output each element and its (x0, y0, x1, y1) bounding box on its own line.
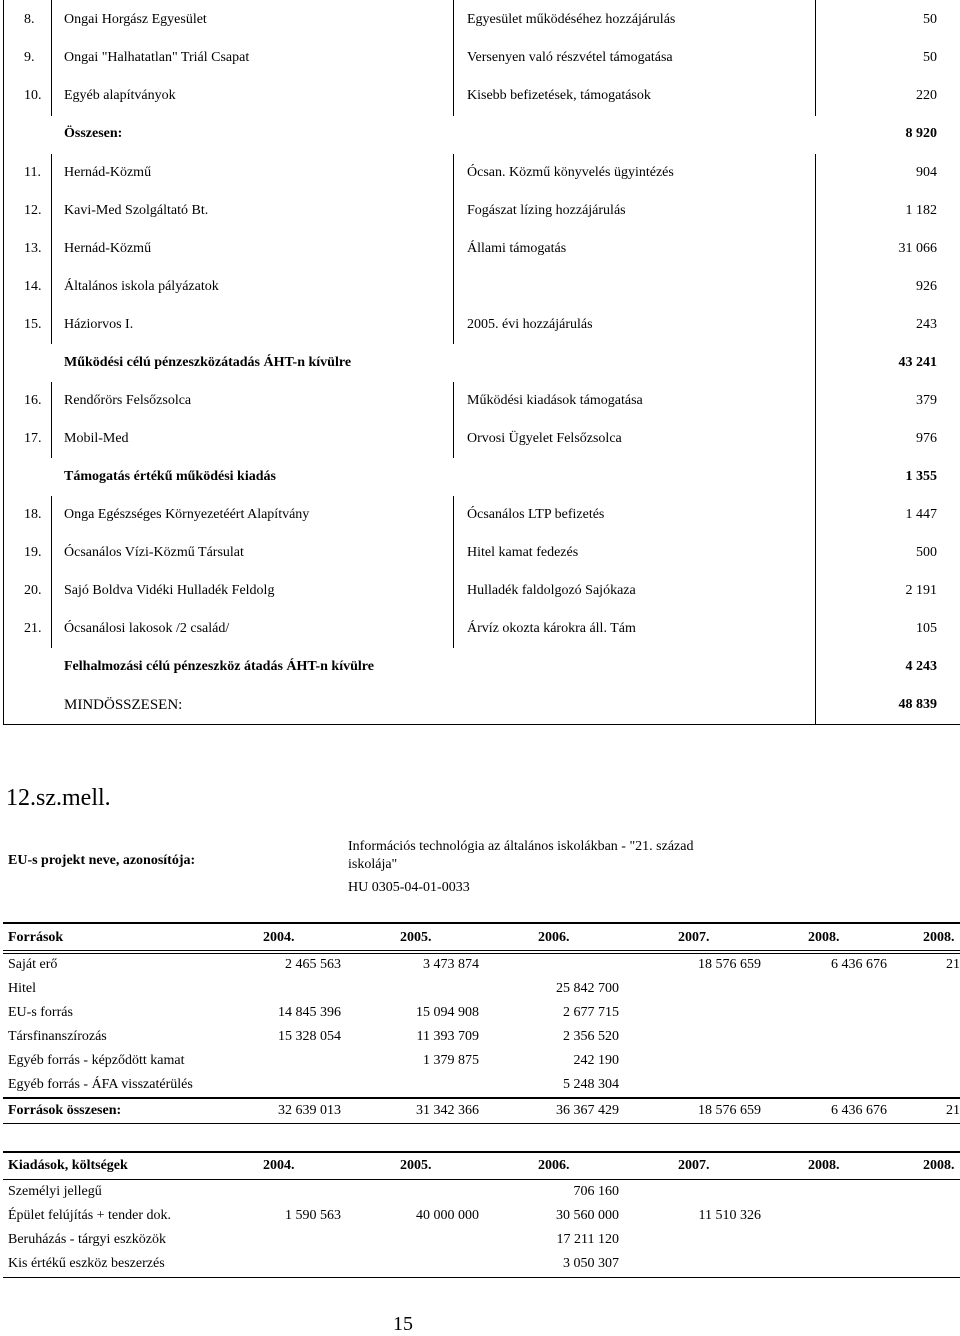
subtotal-amount: 1 355 (905, 469, 937, 484)
subtotal-row (4, 115, 960, 153)
year-header: 2008. (808, 1158, 840, 1173)
table-row (3, 977, 960, 1001)
table-row (4, 77, 960, 115)
row-number: 9. (24, 50, 35, 65)
table-row (4, 496, 960, 534)
project-name: Információs technológia az általános iskolákban - "21. század iskolája" (348, 839, 694, 872)
recipient-name: Hernád-Közmű (64, 165, 152, 180)
year-header: 2008. (808, 930, 840, 945)
support-purpose: 2005. évi hozzájárulás (467, 317, 593, 332)
total-value: 31 342 366 (416, 1103, 479, 1118)
table-row (4, 154, 960, 192)
recipient-name: Ócsanálos Vízi-Közmű Társulat (64, 545, 244, 560)
table-row (3, 953, 960, 977)
row-label: Egyéb forrás - ÁFA visszatérülés (8, 1077, 193, 1092)
year-header: 2007. (678, 930, 710, 945)
value-cell: 2 356 520 (563, 1029, 619, 1044)
table-row (4, 192, 960, 230)
table-row (4, 610, 960, 648)
value-cell: 18 576 659 (698, 957, 761, 972)
row-number: 16. (24, 393, 42, 408)
header-label: Kiadások, költségek (8, 1158, 128, 1173)
table-row (3, 1049, 960, 1073)
project-code: HU 0305-04-01-0033 (348, 880, 470, 895)
subtotal-label: Felhalmozási célú pénzeszköz átadás ÁHT-n kívülre (64, 659, 374, 674)
row-label: Saját erő (8, 957, 58, 972)
support-purpose: Orvosi Ügyelet Felsőzsolca (467, 431, 622, 446)
support-amount: 105 (916, 621, 937, 636)
support-purpose: Hitel kamat fedezés (467, 545, 579, 560)
recipient-name: Hernád-Közmű (64, 241, 152, 256)
support-amount: 1 447 (905, 507, 937, 522)
project-label: EU-s projekt neve, azonosítója: (8, 853, 196, 868)
row-number: 21. (24, 621, 42, 636)
value-cell: 21 (946, 957, 960, 972)
subtotal-amount: 43 241 (898, 355, 937, 370)
value-cell: 2 677 715 (563, 1005, 619, 1020)
recipient-name: Sajó Boldva Vidéki Hulladék Feldolg (64, 583, 275, 598)
total-value: 18 576 659 (698, 1103, 761, 1118)
support-purpose: Hulladék faldolgozó Sajókaza (467, 583, 636, 598)
table-row (4, 230, 960, 268)
subtotal-row (4, 344, 960, 382)
support-purpose: Fogászat lízing hozzájárulás (467, 203, 626, 218)
recipient-name: Ongai Horgász Egyesület (64, 12, 207, 27)
value-cell: 706 160 (573, 1184, 619, 1199)
subtotal-amount: 8 920 (905, 126, 937, 141)
header-label: Források (8, 930, 64, 945)
row-number: 12. (24, 203, 42, 218)
total-row (3, 1099, 960, 1123)
row-number: 15. (24, 317, 42, 332)
value-cell: 17 211 120 (556, 1232, 619, 1247)
table-row (3, 1073, 960, 1097)
row-number: 13. (24, 241, 42, 256)
divider (3, 922, 960, 924)
support-purpose: Ócsanálos LTP befizetés (467, 507, 605, 522)
value-cell: 11 510 326 (698, 1208, 761, 1223)
value-cell: 30 560 000 (556, 1208, 619, 1223)
table-row (3, 1204, 960, 1228)
value-cell: 2 465 563 (285, 957, 341, 972)
value-cell: 3 050 307 (563, 1256, 619, 1271)
row-label: Épület felújítás + tender dok. (8, 1208, 172, 1223)
table-row (3, 1180, 960, 1204)
value-cell: 242 190 (573, 1053, 619, 1068)
subtotal-label: Összesen: (64, 126, 123, 141)
divider (3, 1123, 960, 1124)
row-number: 8. (24, 12, 35, 27)
value-cell: 6 436 676 (831, 957, 887, 972)
support-amount: 220 (916, 88, 937, 103)
table-row (4, 420, 960, 458)
divider (3, 1277, 960, 1278)
row-number: 17. (24, 431, 42, 446)
table-row (4, 382, 960, 420)
table-row (4, 306, 960, 344)
year-header: 2004. (263, 930, 295, 945)
support-amount: 31 066 (898, 241, 937, 256)
value-cell: 40 000 000 (416, 1208, 479, 1223)
value-cell: 3 473 874 (423, 957, 479, 972)
value-cell: 15 094 908 (416, 1005, 479, 1020)
subtotal-row (4, 648, 960, 686)
year-header: 2006. (538, 1158, 570, 1173)
value-cell: 14 845 396 (278, 1005, 341, 1020)
support-purpose: Ócsan. Közmű könyvelés ügyintézés (467, 165, 674, 180)
sources-table (3, 922, 960, 1124)
row-number: 20. (24, 583, 42, 598)
support-purpose: Állami támogatás (467, 241, 567, 256)
recipient-name: Mobil-Med (64, 431, 129, 446)
row-label: Személyi jellegű (8, 1184, 102, 1199)
recipient-name: Onga Egészséges Környezetéért Alapítvány (64, 507, 310, 522)
recipient-name: Rendőrörs Felsőzsolca (64, 393, 192, 408)
row-number: 19. (24, 545, 42, 560)
total-value: 32 639 013 (278, 1103, 341, 1118)
value-cell: 15 328 054 (278, 1029, 341, 1044)
year-header: 2004. (263, 1158, 295, 1173)
recipient-name: Ongai "Halhatatlan" Triál Csapat (64, 50, 250, 65)
year-header: 2006. (538, 930, 570, 945)
recipient-name: Általános iskola pályázatok (64, 279, 219, 294)
table-row (4, 39, 960, 77)
total-value: 6 436 676 (831, 1103, 887, 1118)
grand-total-row (4, 686, 960, 724)
support-amount: 904 (916, 165, 937, 180)
support-amount: 50 (923, 12, 937, 27)
row-number: 14. (24, 279, 42, 294)
recipient-name: Háziorvos I. (64, 317, 134, 332)
expenses-table (3, 1151, 960, 1281)
support-purpose: Versenyen való részvétel támogatása (467, 50, 673, 65)
row-number: 10. (24, 88, 42, 103)
grand-total-label: MINDÖSSZESEN: (64, 697, 183, 713)
table-row (3, 1252, 960, 1276)
annex-title: 12.sz.mell. (6, 785, 111, 811)
subtotal-amount: 4 243 (905, 659, 937, 674)
table-row (4, 572, 960, 610)
row-label: EU-s forrás (8, 1005, 73, 1020)
table-row (4, 534, 960, 572)
support-amount: 926 (916, 279, 937, 294)
year-header: 2007. (678, 1158, 710, 1173)
row-label: Társfinanszírozás (8, 1029, 107, 1044)
support-amount: 379 (916, 393, 937, 408)
support-purpose: Egyesület működéséhez hozzájárulás (467, 12, 676, 27)
table-row (3, 1001, 960, 1025)
recipient-name: Ócsanálosi lakosok /2 család/ (64, 621, 230, 636)
total-value: 21 (946, 1103, 960, 1118)
support-purpose: Kisebb befizetések, támogatások (467, 88, 651, 103)
support-amount: 976 (916, 431, 937, 446)
support-amount: 50 (923, 50, 937, 65)
page-number: 15 (393, 1313, 413, 1335)
row-number: 11. (24, 165, 41, 180)
year-header: 2005. (400, 930, 432, 945)
total-value: 36 367 429 (556, 1103, 619, 1118)
table-row (4, 268, 960, 306)
recipient-name: Kavi-Med Szolgáltató Bt. (64, 203, 209, 218)
divider (3, 1151, 960, 1153)
year-header: 2008. (923, 1158, 955, 1173)
row-number: 18. (24, 507, 42, 522)
table-row (4, 1, 960, 39)
row-label: Egyéb forrás - képződött kamat (8, 1053, 185, 1068)
recipient-name: Egyéb alapítványok (64, 88, 176, 103)
subtotal-label: Működési célú pénzeszközátadás ÁHT-n kívülre (64, 355, 352, 370)
table-header (3, 926, 960, 950)
subtotal-row (4, 458, 960, 496)
support-amount: 1 182 (905, 203, 937, 218)
value-cell: 1 590 563 (285, 1208, 341, 1223)
table-header (3, 1154, 960, 1178)
grand-total-amount: 48 839 (898, 697, 937, 712)
value-cell: 5 248 304 (563, 1077, 619, 1092)
value-cell: 11 393 709 (416, 1029, 479, 1044)
row-label: Beruházás - tárgyi eszközök (8, 1232, 166, 1247)
total-label: Források összesen: (8, 1103, 122, 1118)
value-cell: 25 842 700 (556, 981, 619, 996)
support-table (3, 0, 960, 725)
support-amount: 2 191 (905, 583, 937, 598)
divider (3, 950, 960, 951)
subtotal-label: Támogatás értékű működési kiadás (64, 469, 276, 484)
row-label: Kis értékű eszköz beszerzés (8, 1256, 165, 1271)
support-amount: 500 (916, 545, 937, 560)
table-row (3, 1025, 960, 1049)
value-cell: 1 379 875 (423, 1053, 479, 1068)
year-header: 2005. (400, 1158, 432, 1173)
support-purpose: Működési kiadások támogatása (467, 393, 643, 408)
row-label: Hitel (8, 981, 36, 996)
support-purpose: Árvíz okozta károkra áll. Tám (467, 621, 636, 636)
table-row (3, 1228, 960, 1252)
year-header: 2008. (923, 930, 955, 945)
support-amount: 243 (916, 317, 937, 332)
